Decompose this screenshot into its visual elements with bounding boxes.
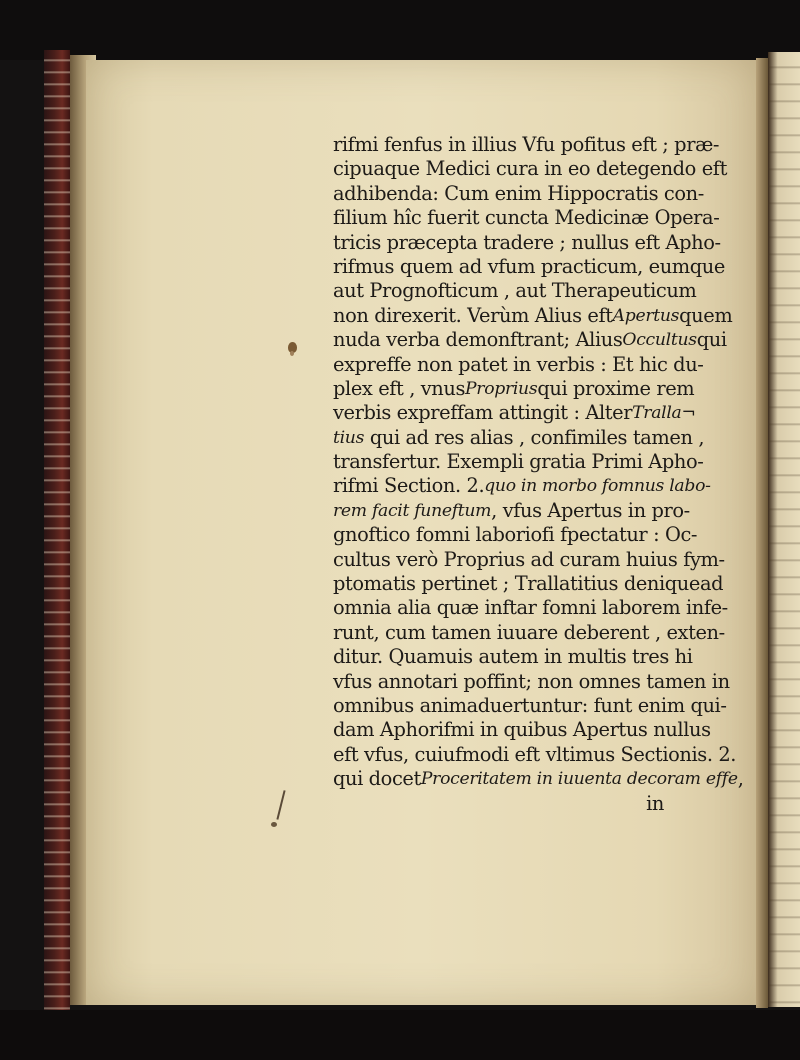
line-text: eft vfus, cuiufmodi eft vltimus Sectionis. 2. — [333, 742, 737, 766]
text-line — [333, 645, 693, 669]
italic-term: Tralla¬ — [632, 403, 696, 424]
text-line — [333, 157, 727, 181]
text-line — [333, 303, 733, 328]
text-line — [333, 572, 724, 596]
text-line — [333, 401, 696, 425]
line-text: plex eft , vnus — [333, 376, 466, 400]
line-text: quem — [679, 303, 733, 327]
italic-term: Occultus — [622, 330, 697, 351]
margin-ink-dot — [271, 822, 277, 827]
text-line — [333, 767, 744, 791]
text-line — [333, 596, 728, 620]
text-line — [333, 547, 725, 572]
text-line — [333, 693, 727, 718]
catchword — [333, 792, 673, 816]
line-text: ptomatis pertinet ; Trallatitius deniquead — [333, 572, 724, 596]
text-line — [333, 620, 725, 645]
line-text: adhibenda: Cum enim Hippocratis con- — [333, 181, 704, 205]
italic-term: Apertus — [612, 305, 680, 326]
line-text: dam Aphorifmi in quibus Apertus nullus — [333, 718, 711, 742]
line-text: qui — [696, 328, 727, 352]
line-text: vfus annotari poffint; non omnes tamen in — [333, 669, 730, 693]
line-text: nuda verba demonftrant; Alius — [333, 328, 623, 352]
italic-term: Proceritatem in iuuenta decoram effe — [420, 769, 738, 790]
line-text: ditur. Quamuis autem in multis tres hi — [333, 645, 693, 669]
italic-term: Proprius — [465, 378, 538, 399]
text-line — [333, 230, 721, 255]
text-line — [333, 254, 725, 279]
line-text: verbis expreffam attingit : Alter — [333, 401, 633, 425]
catchword-text: in — [646, 791, 664, 815]
adjacent-page-text-lines — [768, 52, 800, 1007]
line-text: expreffe non patet in verbis : Et hic du- — [333, 352, 704, 376]
line-text: tricis præcepta tradere ; nullus eft Apho- — [333, 230, 721, 254]
text-line — [333, 450, 704, 474]
line-text: omnia alia quæ inftar fomni laborem infe- — [333, 596, 728, 620]
line-text: filium hîc fuerit cuncta Medicinæ Opera- — [333, 206, 720, 230]
line-text: gnoftico fomni laboriofi fpectatur : Oc- — [333, 523, 698, 547]
text-line — [333, 133, 720, 157]
text-line — [333, 669, 730, 694]
text-line — [333, 474, 711, 498]
text-line — [333, 742, 737, 767]
body-text — [333, 133, 744, 816]
text-line — [333, 718, 711, 742]
line-text: rifmi fenfus in illius Vfu pofitus eft ; præ- — [333, 133, 720, 156]
text-line — [333, 425, 705, 450]
text-line — [333, 279, 697, 303]
background-top — [0, 0, 800, 60]
line-text: qui docet — [333, 767, 421, 791]
text-line — [333, 328, 727, 352]
text-line — [333, 181, 704, 206]
line-text: qui proxime rem — [537, 376, 695, 400]
italic-term: quo in morbo fomnus labo- — [484, 476, 711, 497]
text-line — [333, 498, 690, 523]
page-edge — [756, 58, 768, 1008]
line-text: rifmus quem ad vfum practicum, eumque — [333, 254, 725, 278]
ink-stain-mark — [288, 342, 297, 353]
background-bottom — [0, 1010, 800, 1060]
line-text: runt, cum tamen iuuare deberent , exten- — [333, 620, 725, 644]
line-text: rifmi Section. 2. — [333, 474, 485, 498]
line-text: cipuaque Medici cura in eo detegendo eft — [333, 157, 727, 181]
line-text: qui ad res alias , confimiles tamen , — [369, 425, 705, 449]
text-line — [333, 523, 698, 547]
binding-stitching — [44, 50, 70, 1010]
line-text: aut Prognofticum , aut Therapeuticum — [333, 279, 697, 303]
line-text: omnibus animaduertuntur: funt enim qui- — [333, 693, 727, 717]
text-line — [333, 206, 720, 230]
line-text: , vfus Apertus in pro- — [491, 498, 690, 522]
text-line — [333, 376, 695, 401]
line-text: , — [737, 767, 744, 791]
text-line — [333, 352, 704, 377]
line-text: non direxerit. Verùm Alius eft — [333, 303, 613, 327]
line-text: cultus verò Proprius ad curam huius fym- — [333, 547, 725, 571]
italic-term: rem facit funeftum — [333, 500, 492, 521]
line-text: transfertur. Exempli gratia Primi Apho- — [333, 450, 704, 474]
italic-term: tius — [333, 427, 365, 448]
